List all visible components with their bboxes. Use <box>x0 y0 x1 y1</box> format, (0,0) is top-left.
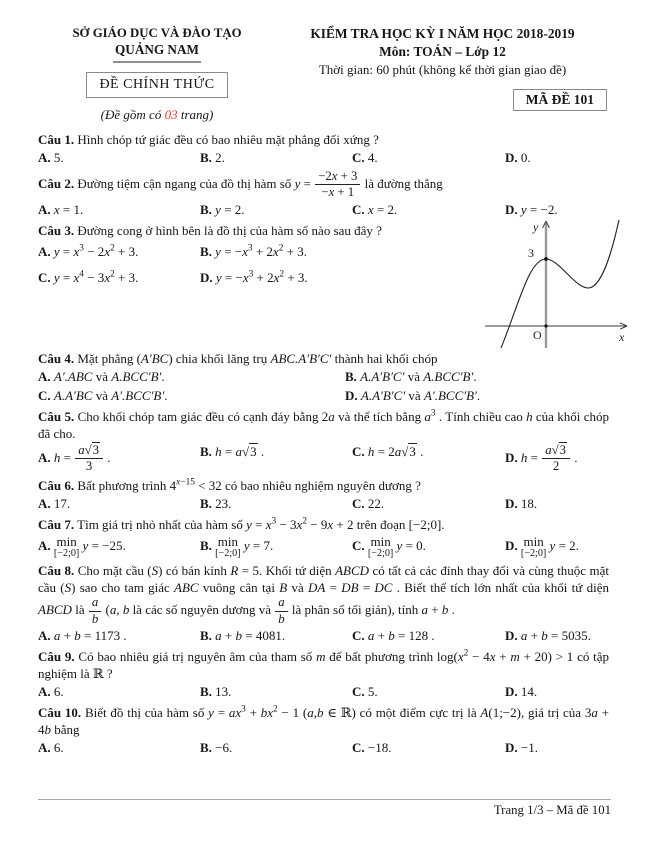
exam-subject: Môn: TOÁN – Lớp 12 <box>379 44 506 59</box>
option-text: 2. <box>215 150 225 166</box>
option-text: a + b = 128 . <box>367 628 435 643</box>
pages-note-count: 03 <box>164 107 178 122</box>
option-label: A. <box>38 495 51 511</box>
question-stem <box>38 350 609 367</box>
question-number: Câu 7. <box>38 516 75 532</box>
option-text: h = 2a√3 . <box>367 443 424 459</box>
question-5 <box>38 408 609 474</box>
option-label: C. <box>352 628 365 643</box>
options-row <box>38 684 609 701</box>
option-text: 5. <box>53 150 64 166</box>
question-stem <box>38 408 609 442</box>
option-C <box>352 628 505 645</box>
province-name: QUẢNG NAM <box>115 42 199 57</box>
question-number: Câu 4. <box>38 350 75 366</box>
option-label: D. <box>345 387 358 403</box>
option-C <box>352 202 505 219</box>
option-B <box>200 628 352 645</box>
option-label: C. <box>352 150 365 166</box>
question-text: Đường cong ở hình bên là đồ thị của hàm số nào sau đây ? <box>77 222 382 238</box>
option-B <box>200 202 352 219</box>
y-axis-label: y <box>533 219 539 234</box>
question-text: Mặt phẳng (A′BC) chia khối lăng trụ ABC.A′B′C′ thành hai khối chóp <box>77 350 438 366</box>
option-label: A. <box>38 684 51 700</box>
question-3 <box>38 219 625 344</box>
option-C <box>352 684 505 701</box>
option-label: D. <box>505 537 518 553</box>
option-label: B. <box>200 495 212 511</box>
question-stem <box>38 170 609 200</box>
option-C <box>352 496 505 513</box>
option-C <box>38 388 345 405</box>
option-A <box>38 369 345 386</box>
question-text: Cho khối chóp tam giác đều có cạnh đáy bằng 2a và thể tích bằng $a^3$ . Tính chiều cao h của khối chóp đã cho. <box>38 408 610 441</box>
pages-note-prefix: (Đề gồm có <box>100 107 165 122</box>
option-D <box>505 535 609 559</box>
option-text: $y = -x^3 + 2x^2 + 3$. <box>215 243 307 259</box>
option-A <box>38 628 200 645</box>
option-B <box>200 535 352 559</box>
option-D <box>505 684 609 701</box>
option-label: D. <box>505 495 518 511</box>
option-text: −18. <box>367 740 392 756</box>
option-C <box>352 535 505 559</box>
option-text: 6. <box>53 684 64 700</box>
page-footer <box>38 799 611 818</box>
option-label: B. <box>200 150 212 166</box>
question-number: Câu 10. <box>38 705 82 721</box>
option-A <box>38 496 200 513</box>
option-B <box>200 150 352 167</box>
options-row <box>38 444 609 474</box>
option-D <box>505 496 609 513</box>
option-label: D. <box>505 449 518 465</box>
option-C <box>38 270 200 287</box>
option-text: 14. <box>520 684 538 700</box>
question-9 <box>38 648 609 701</box>
option-text: −6. <box>215 740 233 756</box>
option-label: D. <box>505 684 518 700</box>
header-left <box>38 26 276 123</box>
option-label: B. <box>200 243 212 259</box>
option-label: B. <box>200 628 212 643</box>
exam-code-box: MÃ ĐỀ 101 <box>513 89 607 111</box>
option-label: C. <box>352 684 365 700</box>
option-D <box>505 202 609 219</box>
option-label: D. <box>505 740 518 756</box>
option-A <box>38 150 200 167</box>
option-text: 4. <box>367 150 378 166</box>
cubic-curve <box>501 220 619 348</box>
option-text: 18. <box>520 495 538 511</box>
options-row <box>38 740 609 757</box>
option-label: A. <box>38 368 51 384</box>
question-number: Câu 2. <box>38 175 75 191</box>
question-4 <box>38 350 609 405</box>
x-axis-label: x <box>619 329 625 344</box>
origin-label: O <box>533 327 542 342</box>
option-text: h = $\frac{a√3}{3}$ . <box>53 442 111 474</box>
option-text: 6. <box>53 740 64 756</box>
option-label: A. <box>38 537 51 553</box>
option-text: $y = x^4 - 3x^2 + 3$. <box>53 269 139 285</box>
option-label: A. <box>38 449 51 465</box>
option-B <box>200 244 430 261</box>
question-text: Biết đồ thị của hàm số $y = ax^3 + bx^2 - 1$ (a,b ∈ ℝ) có một điểm cực trị là A(1;−2), giá trị của 3a + 4b bằng <box>38 704 610 738</box>
y-tick-3: 3 <box>528 245 534 260</box>
pages-note-suffix: trang) <box>177 107 214 122</box>
option-D <box>505 150 609 167</box>
question-number: Câu 1. <box>38 132 75 147</box>
question-number: Câu 9. <box>38 648 75 664</box>
options-row <box>38 369 609 405</box>
option-label: A. <box>38 243 51 259</box>
option-D <box>505 444 609 474</box>
options-row <box>38 150 609 167</box>
option-text: 5. <box>367 684 378 700</box>
option-label: C. <box>38 387 51 403</box>
option-text: A.A′B′C′ và A′.BCC′B′. <box>360 387 481 403</box>
max-point-dot <box>544 257 548 261</box>
option-label: B. <box>200 537 212 553</box>
option-text: A′.ABC và A.BCC′B′. <box>53 368 165 384</box>
option-label: C. <box>352 443 365 459</box>
option-text: A.A′B′C′ và A.BCC′B′. <box>360 368 477 384</box>
option-A <box>38 244 200 261</box>
question-7 <box>38 516 609 559</box>
option-text: $y = -x^3 + 2x^2 + 3$. <box>215 269 308 285</box>
option-text: 17. <box>53 495 71 511</box>
option-label: C. <box>352 537 365 553</box>
origin-dot <box>544 324 547 327</box>
options-row <box>38 535 609 559</box>
question-number: Câu 6. <box>38 477 75 493</box>
option-text: a + b = 5035. <box>520 628 591 643</box>
option-text: min [−2;0] y = 0. <box>367 533 426 559</box>
questions <box>38 131 625 757</box>
option-text: min [−2;0] y = 2. <box>520 533 579 559</box>
header <box>38 26 609 123</box>
option-label: B. <box>200 201 212 217</box>
option-D <box>505 740 609 757</box>
question-stem <box>38 704 609 738</box>
option-B <box>200 684 352 701</box>
option-text: min [−2;0] y = 7. <box>215 533 274 559</box>
question-text: Tìm giá trị nhỏ nhất của hàm số $y = x^3 - 3x^2 - 9x + 2$ trên đoạn [−2;0]. <box>77 516 445 532</box>
page-number-label: Trang 1/3 – Mã đề 101 <box>493 803 611 817</box>
pages-note <box>38 107 276 123</box>
question-6 <box>38 477 609 513</box>
exam-title: KIỂM TRA HỌC KỲ I NĂM HỌC 2018-2019 <box>310 26 575 41</box>
option-text: 23. <box>215 495 232 511</box>
option-text: min [−2;0] y = −25. <box>53 533 126 559</box>
option-text: y = −2. <box>520 201 558 217</box>
option-B <box>200 496 352 513</box>
question-number: Câu 8. <box>38 562 75 578</box>
option-text: a + b = 1173 . <box>53 628 127 643</box>
option-D <box>345 388 609 405</box>
question-text: Bất phương trình $4^{x-15} < 32$ có bao nhiêu nghiệm nguyên dương ? <box>77 477 421 493</box>
option-label: A. <box>38 740 51 756</box>
options-row <box>38 202 609 219</box>
question-text: Hình chóp tứ giác đều có bao nhiêu mặt phẳng đối xứng ? <box>77 132 379 147</box>
option-C <box>352 150 505 167</box>
question-number: Câu 3. <box>38 222 75 238</box>
option-label: C. <box>352 495 365 511</box>
option-A <box>38 535 200 559</box>
question3-graph <box>471 216 639 348</box>
option-label: B. <box>345 368 357 384</box>
option-label: C. <box>352 740 365 756</box>
option-label: D. <box>200 269 213 285</box>
option-C <box>352 740 505 757</box>
option-label: B. <box>200 740 212 756</box>
option-D <box>200 270 430 287</box>
option-label: A. <box>38 150 51 166</box>
option-A <box>38 202 200 219</box>
option-label: B. <box>200 443 212 459</box>
option-C <box>352 444 505 474</box>
option-B <box>200 740 352 757</box>
option-B <box>345 369 609 386</box>
option-label: A. <box>38 628 51 643</box>
option-text: y = 2. <box>215 201 245 217</box>
question-1 <box>38 131 609 167</box>
question-stem <box>38 562 609 626</box>
exam-duration: Thời gian: 60 phút (không kể thời gian giao đề) <box>318 62 567 77</box>
options-row <box>38 628 609 645</box>
option-text: $y = x^3 - 2x^2 + 3$. <box>53 243 139 259</box>
option-text: a + b = 4081. <box>215 628 286 643</box>
option-text: x = 1. <box>53 201 84 217</box>
question-stem <box>38 648 609 682</box>
option-B <box>200 444 352 474</box>
question-text: Đường tiệm cận ngang của đồ thị hàm số y = $\frac{-2x + 3}{-x + 1}$ là đường thẳng <box>77 169 443 200</box>
option-A <box>38 684 200 701</box>
option-text: −1. <box>520 740 538 756</box>
option-A <box>38 740 200 757</box>
question-8 <box>38 562 609 645</box>
option-label: D. <box>505 150 518 166</box>
option-text: 22. <box>367 495 385 511</box>
option-text: 0. <box>520 150 531 166</box>
option-text: 13. <box>215 684 232 700</box>
question-stem <box>38 516 609 533</box>
option-A <box>38 444 200 474</box>
header-right <box>276 26 609 123</box>
department-name: SỞ GIÁO DỤC VÀ ĐÀO TẠO <box>72 26 242 40</box>
question-2 <box>38 170 609 219</box>
question-text: Cho mặt cầu (S) có bán kính R = 5. Khối tứ diện ABCD có tất cả các đỉnh thay đổi và cùng thuộc mặt cầu (S) sao cho tam giác ABC vuông cân tại B và DA = DB = DC . Biết thể tích lớn nhất của khối tứ diện ABCD là $\frac{a}{b}$ (a, b là các số nguyên dương và $\frac{a}{b}$ là phân số tối giản), tính a + b . <box>38 562 610 626</box>
exam-type-box: ĐỀ CHÍNH THỨC <box>86 72 227 98</box>
options-row <box>38 496 609 513</box>
question-stem <box>38 131 609 148</box>
option-text: h = $\frac{a√3}{2}$ . <box>520 442 578 474</box>
option-text: x = 2. <box>367 201 398 217</box>
question-10 <box>38 704 609 757</box>
option-label: B. <box>200 684 212 700</box>
option-text: h = a√3 . <box>215 443 265 459</box>
option-label: A. <box>38 201 51 217</box>
options-row <box>38 244 463 287</box>
option-label: C. <box>38 269 51 285</box>
option-D <box>505 628 609 645</box>
question-stem <box>38 477 609 494</box>
option-label: D. <box>505 201 518 217</box>
option-label: C. <box>352 201 365 217</box>
option-text: A.A′BC và A′.BCC′B′. <box>53 387 168 403</box>
question-text: Có bao nhiêu giá trị nguyên âm của tham số m để bất phương trình $\log(x^2 - 4x + m + 20) > 1$ có tập nghiệm là ℝ ? <box>38 648 609 682</box>
question-number: Câu 5. <box>38 408 75 424</box>
option-label: D. <box>505 628 518 643</box>
